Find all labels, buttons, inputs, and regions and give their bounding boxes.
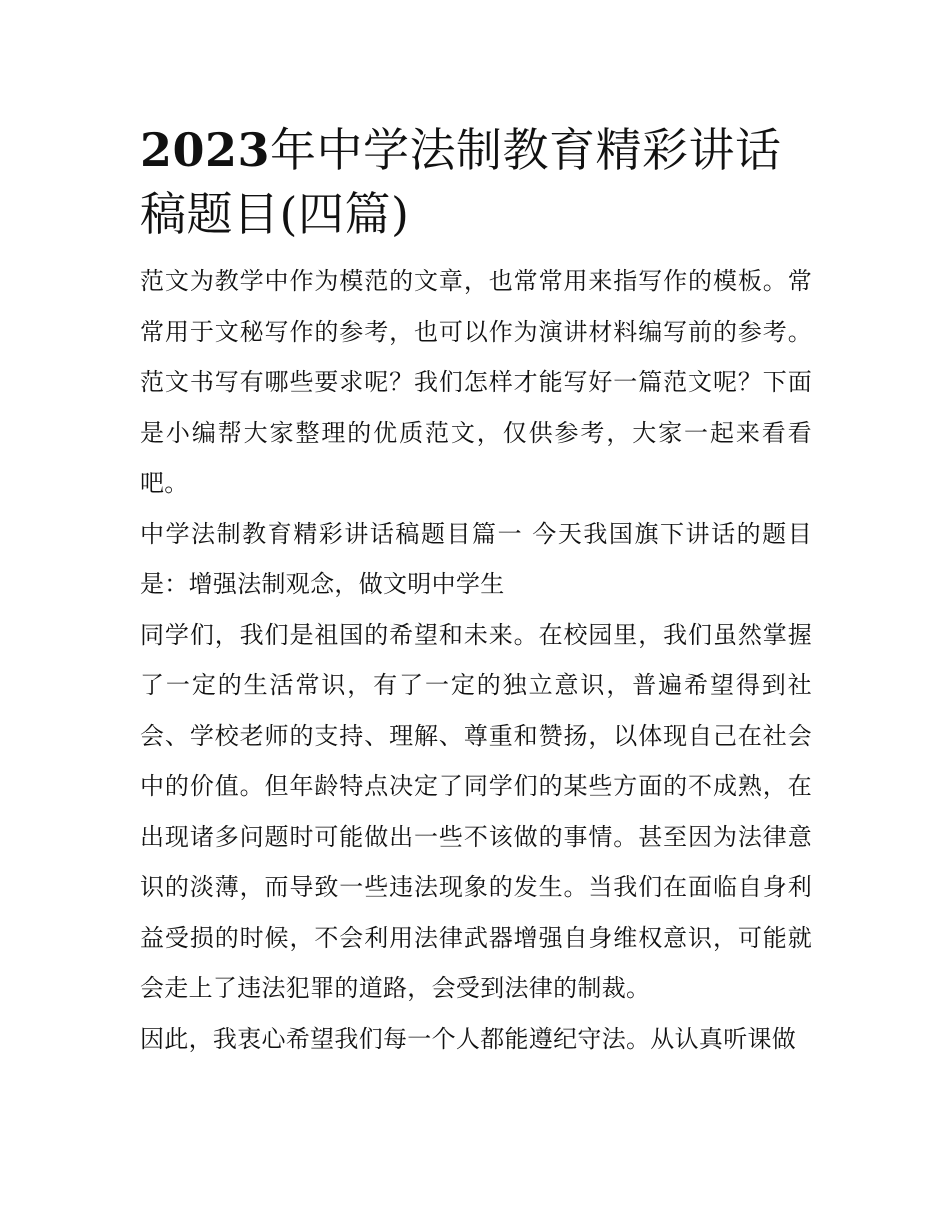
paragraph-body: 同学们，我们是祖国的希望和未来。在校园里，我们虽然掌握了一定的生活常识，有了一定的独立意识，普遍希望得到社会、学校老师的支持、理解、尊重和赞扬，以体现自己在社会中的价值。但年龄特点决定了同学们的某些方面的不成熟，在出现诸多问题时可能做出一些不该做的事情。甚至因为法律意识的淡薄，而导致一些违法现象的发生。当我们在面临自身利益受损的时候，不会利用法律武器增强自身维权意识，可能就会走上了违法犯罪的道路，会受到法律的制裁。 bbox=[140, 620, 812, 1002]
paragraph-topic: 中学法制教育精彩讲话稿题目篇一 今天我国旗下讲话的题目是：增强法制观念，做文明中学生 bbox=[140, 519, 812, 598]
paragraph-closing: 因此，我衷心希望我们每一个人都能遵纪守法。从认真听课做 bbox=[140, 1024, 797, 1053]
title-year: 2023 bbox=[140, 123, 271, 177]
paragraph-intro: 范文为教学中作为模范的文章，也常常用来指写作的模板。常常用于文秘写作的参考，也可以作为演讲材料编写前的参考。范文书写有哪些要求呢？我们怎样才能写好一篇范文呢？下面是小编帮大家整理的优质范文，仅供参考，大家一起来看看吧。 bbox=[140, 267, 812, 497]
title-text: 年中学法制教育精彩讲话稿题目(四篇) bbox=[140, 123, 782, 241]
document-body bbox=[140, 118, 812, 1064]
document-title bbox=[140, 118, 812, 246]
